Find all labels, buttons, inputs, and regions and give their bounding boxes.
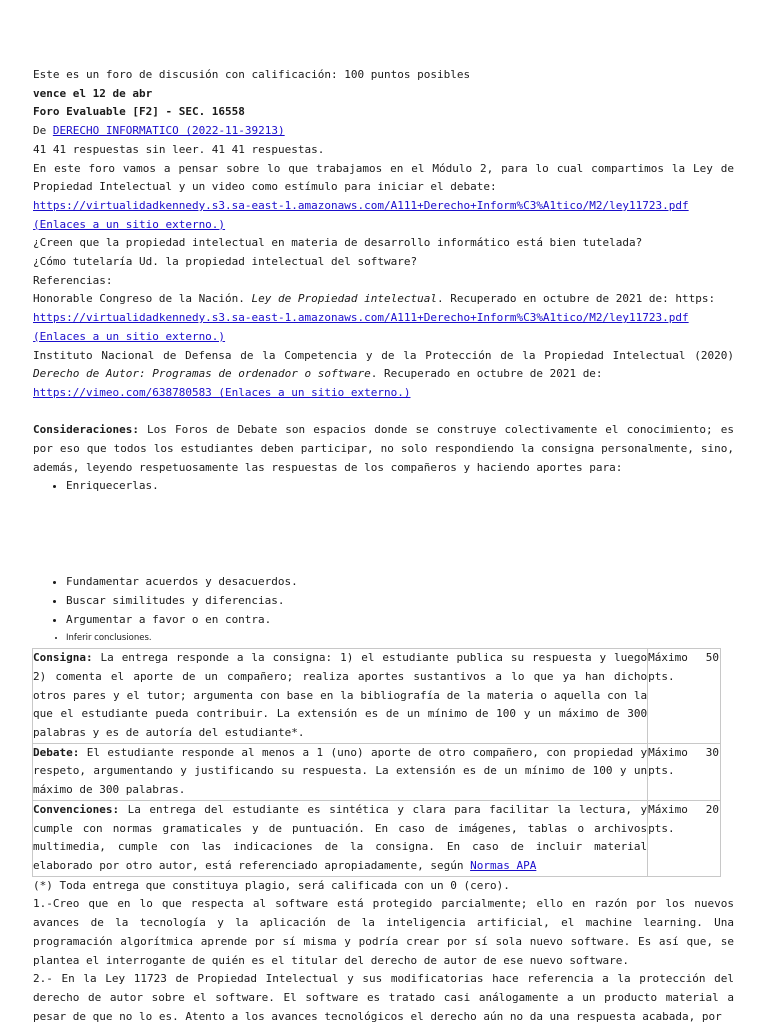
reference-1: Honorable Congreso de la Nación. Ley de Propiedad intelectual. Recuperado en octubre de 2021 de: https: [33,292,716,306]
apa-norms-link[interactable]: Normas APA [470,859,537,872]
question-1: ¿Creen que la propiedad intelectual en materia de desarrollo informático está bien tutelada? [33,236,643,250]
criterion-cell: Convenciones: La entrega del estudiante es sintética y clara para facilitar la lectura, y cumple con normas gramaticales y de puntuación. En caso de imágenes, tablas o archivos multimedia, cumple con las indicaciones de la consigna. En caso de incluir material elaborado por otro autor, está referenciado apropiadamente, según Normas APA [33,800,648,876]
law-pdf-link[interactable]: https://virtualidadkennedy.s3.sa-east-1.amazonaws.com/A111+Derecho+Inform%C3%A1tico/M2/ley11723.pdf (Enlaces a un sitio externo.) [33,198,689,231]
course-link[interactable]: DERECHO INFORMATICO (2022-11-39213) [52,124,285,138]
list-item: • Buscar similitudes y diferencias. [66,592,734,611]
reference-1-link[interactable]: https://virtualidadkennedy.s3.sa-east-1.amazonaws.com/A111+Derecho+Inform%C3%A1tico/M2/ley11723.pdf (Enlaces a un sitio externo.) [33,311,689,343]
considerations-list-1 [33,477,734,496]
points-value: 30 [705,745,719,759]
considerations: Consideraciones: Los Foros de Debate son espacios donde se construye colectivamente el conocimiento; es por eso que todos los estudiantes deben participar, no solo respondiendo la consigna personalmente, sino, además, leyendo respetuosamente las respuestas de los compañeros y haciendo aportes para: [33,423,734,474]
references-label: Referencias: [33,273,113,287]
considerations-list-2 [33,573,734,648]
criterion-cell: Debate: El estudiante responde al menos a 1 (uno) aporte de otro compañero, con propiedad y respeto, argumentando y justificando su respuesta. La extensión es de un mínimo de 100 y un máximo de 300 palabras. [33,743,648,800]
grading-info: Este es un foro de discusión con calificación: 100 puntos posibles [33,68,471,81]
points-cell: Máximo pts. 20 [648,800,721,876]
answer-1: 1.-Creo que en lo que respecta al software está protegido parcialmente; ello en razón por los nuevos avances de la tecnología y la aplicación de la inteligencia artificial, el machine learning. Una programación algorítmica aprende por sí misma y podría crear por sí sola nuevo software. Es así que, se plantea el interrogante de quién es el titular del derecho de autor de ese nuevo software. [33,897,734,967]
points-cell: Máximo pts. 50 [648,649,721,744]
list-item: • Argumentar a favor o en contra. [66,611,734,630]
author-line [33,122,734,141]
plagiarism-footnote: (*) Toda entrega que constituya plagio, será calificada con un 0 (cero). [33,878,510,892]
vimeo-link[interactable]: https://vimeo.com/638780583 (Enlaces a un sitio externo.) [33,385,411,399]
rubric-row-debate [33,743,721,800]
from-prefix: De [33,124,47,138]
intro-text: En este foro vamos a pensar sobre lo que trabajamos en el Módulo 2, para lo cual compartimos la Ley de Propiedad Intelectual y un video como estímulo para iniciar el debate: [33,161,734,194]
rubric-row-convenciones [33,800,721,876]
question-2: ¿Cómo tutelaría Ud. la propiedad intelectual del software? [33,255,418,269]
forum-title: Foro Evaluable [F2] - SEC. 16558 [33,105,245,119]
list-item: • Fundamentar acuerdos y desacuerdos. [66,573,734,592]
reply-count: 41 41 respuestas sin leer. 41 41 respuestas. [33,142,325,156]
rubric-row-consigna [33,649,721,744]
forum-content [33,66,734,1026]
points-value: 50 [705,651,719,665]
list-item: • Enriquecerlas. [66,477,734,496]
reference-2: Instituto Nacional de Defensa de la Competencia y de la Protección de la Propiedad Intelectual (2020) Derecho de Autor: Programas de ordenador o software. Recuperado en octubre de 2021 de: [33,348,734,381]
points-value: 20 [705,802,719,816]
list-item: • Inferir conclusiones. [66,629,734,648]
rubric-table [32,648,721,876]
due-date: vence el 12 de abr [33,86,153,100]
points-cell: Máximo pts. 30 [648,743,721,800]
answer-2: 2.- En la Ley 11723 de Propiedad Intelectual y sus modificatorias hace referencia a la protección del derecho de autor sobre el software. El software es tratado casi análogamente a un producto material a pesar de que no lo es. Atento a los avances tecnológicos el derecho aún no da una respuesta acabada, por [33,972,734,1023]
criterion-cell: Consigna: La entrega responde a la consigna: 1) el estudiante publica su respuesta y luego 2) comenta el aporte de un compañero; realiza aportes sustantivos a lo que ya han dicho otros pares y el tutor; argumenta con base en la bibliografía de la materia o aquella con la que el estudiante pueda contribuir. La extensión es de un mínimo de 100 y un máximo de 300 palabras y es de autoría del estudiante*. [33,649,648,744]
